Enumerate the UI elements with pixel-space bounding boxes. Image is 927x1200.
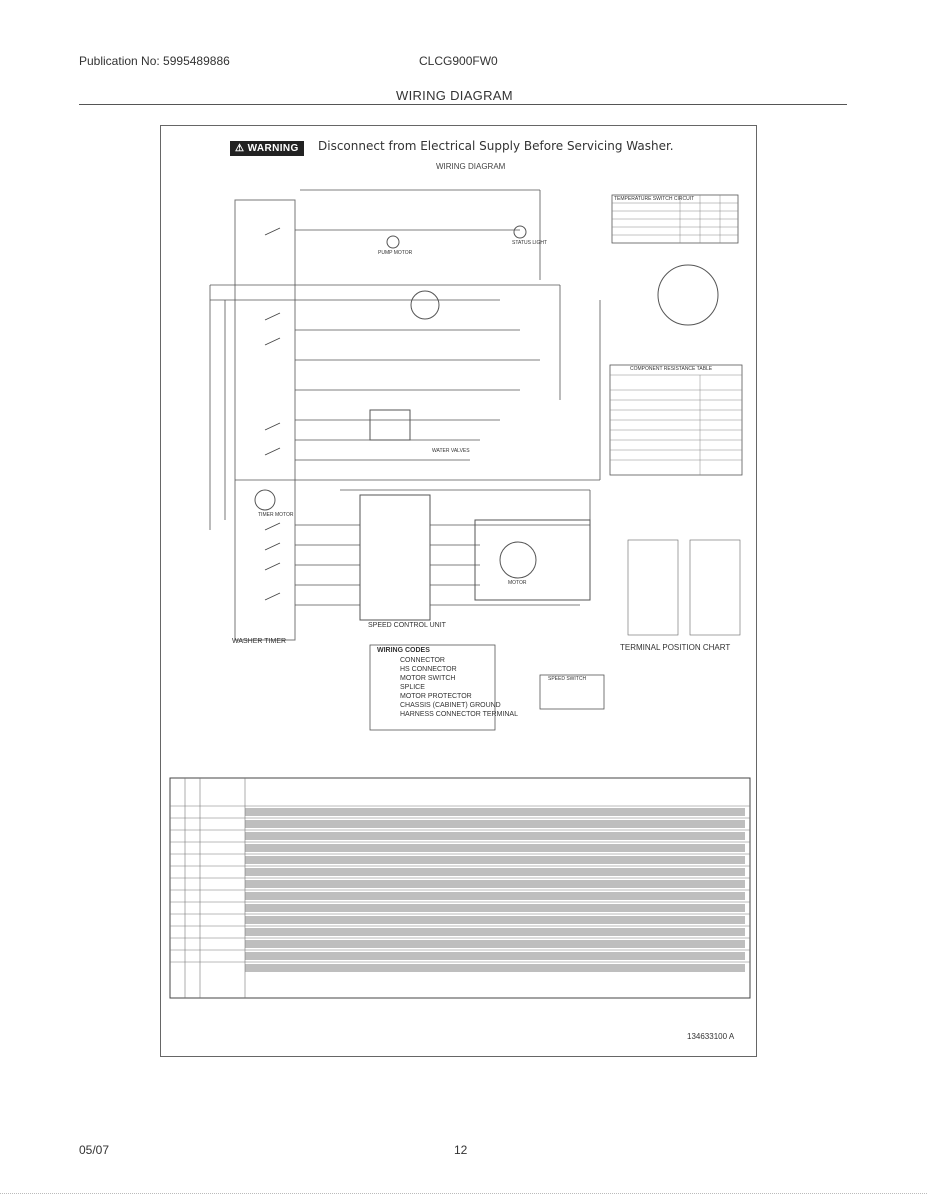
- terminal-chart-label: TERMINAL POSITION CHART: [620, 643, 731, 652]
- pump-motor-label: PUMP MOTOR: [378, 250, 413, 256]
- motor-label: MOTOR: [508, 580, 527, 586]
- wiring-code-4: MOTOR PROTECTOR: [400, 693, 472, 700]
- page-title: WIRING DIAGRAM: [396, 88, 513, 103]
- wiring-code-3: SPLICE: [400, 684, 425, 691]
- cycle-chart-bar: [245, 916, 745, 924]
- cycle-chart-bar: [245, 928, 745, 936]
- cycle-chart-bar: [245, 808, 745, 816]
- footer-date: 05/07: [79, 1143, 110, 1157]
- drive-motor-block: [475, 520, 590, 600]
- wiring-code-6: HARNESS CONNECTOR TERMINAL: [400, 711, 518, 718]
- switch-group: [265, 228, 280, 600]
- status-light-label: STATUS LIGHT: [512, 240, 548, 246]
- resistance-table-label: COMPONENT RESISTANCE TABLE: [630, 366, 713, 372]
- cycle-chart-rows: [170, 778, 750, 998]
- resistance-table-grid: [610, 375, 742, 475]
- temp-switch-label: TEMPERATURE SWITCH CIRCUIT: [614, 196, 695, 202]
- model-number: CLCG900FW0: [419, 54, 498, 68]
- water-valves-label: WATER VALVES: [432, 448, 470, 454]
- speed-control-label: SPEED CONTROL UNIT: [368, 622, 446, 629]
- speed-control-unit: [360, 495, 430, 620]
- cycle-chart-bar: [245, 868, 745, 876]
- wiring-code-2: MOTOR SWITCH: [400, 675, 456, 682]
- washer-timer-block: [235, 200, 295, 640]
- wiring-code-0: CONNECTOR: [400, 657, 445, 664]
- cycle-chart-bar: [245, 820, 745, 828]
- cycle-chart-bar: [245, 832, 745, 840]
- cycle-chart-bar: [245, 952, 745, 960]
- publication-number: Publication No: 5995489886: [79, 54, 230, 68]
- pressure-switch-symbol: [658, 265, 718, 325]
- warning-text: Disconnect from Electrical Supply Before Servicing Washer.: [318, 139, 674, 153]
- speed-switch-label: SPEED SWITCH: [548, 676, 587, 682]
- cycle-chart-bar: [245, 940, 745, 948]
- cycle-chart-bar: [245, 904, 745, 912]
- cycle-chart-bar: [245, 856, 745, 864]
- bottom-edge: [0, 1193, 927, 1194]
- warning-icon: ⚠: [235, 143, 245, 154]
- cycle-chart-bar: [245, 844, 745, 852]
- protector-symbol: [411, 291, 439, 319]
- temp-switch-table-grid: [612, 195, 738, 243]
- inner-diagram-title: WIRING DIAGRAM: [436, 162, 506, 171]
- terminal-chart: [628, 540, 740, 635]
- wiring-code-1: HS CONNECTOR: [400, 666, 457, 673]
- cycle-chart-bar: [245, 880, 745, 888]
- pump-motor-symbol: [387, 236, 399, 248]
- motor-symbol: [500, 542, 536, 578]
- wiring-codes-title: WIRING CODES: [377, 647, 430, 654]
- timer-motor-symbol: [255, 490, 275, 510]
- washer-timer-label: WASHER TIMER: [232, 638, 287, 645]
- page-number: 12: [454, 1143, 468, 1157]
- status-light-symbol: [514, 226, 526, 238]
- document-number: 134633100 A: [687, 1032, 735, 1041]
- timer-motor-label: TIMER MOTOR: [258, 512, 294, 518]
- warning-label: WARNING: [247, 143, 299, 154]
- wiring-code-5: CHASSIS (CABINET) GROUND: [400, 702, 501, 709]
- cycle-chart-bar: [245, 964, 745, 972]
- cycle-chart-bar: [245, 892, 745, 900]
- temp-switch-block: [370, 410, 410, 440]
